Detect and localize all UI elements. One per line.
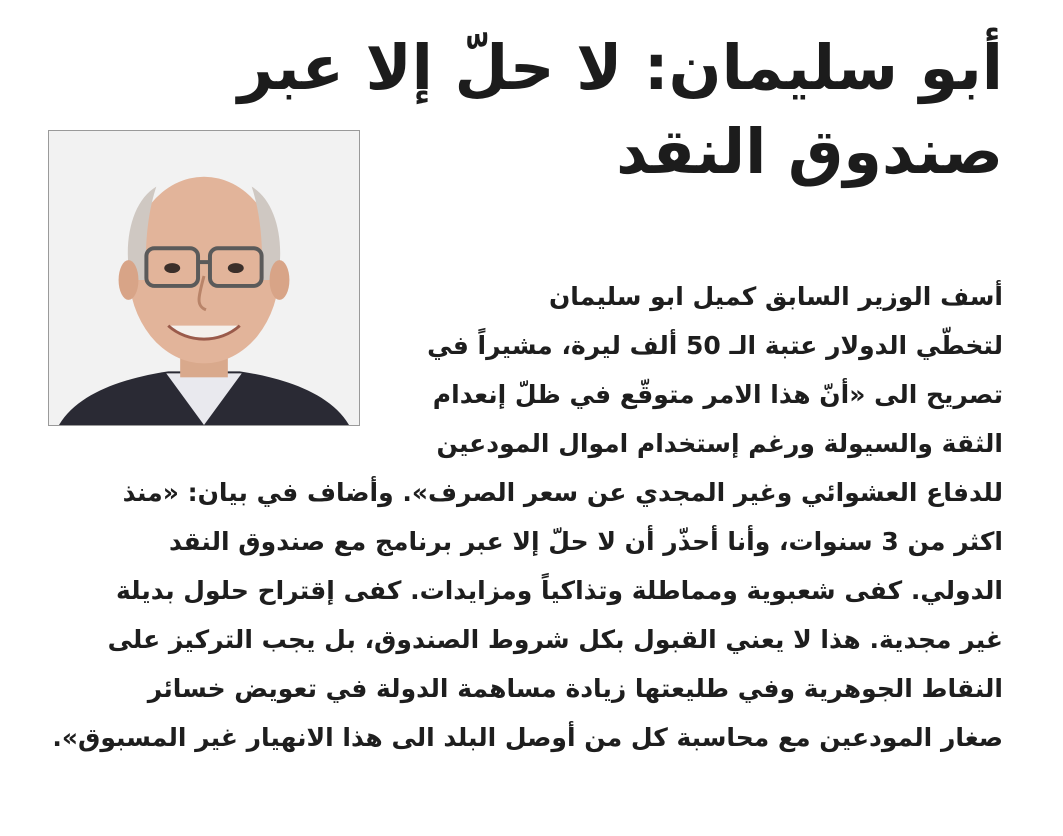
headline-line-2: صندوق النقد — [616, 115, 1003, 188]
body-line: أسف الوزير السابق كميل ابو سليمان — [548, 282, 1003, 311]
portrait-illustration — [49, 131, 359, 425]
headline-line-1: أبو سليمان: لا حلّ إلا عبر — [237, 31, 1003, 104]
body-line: غير مجدية. هذا لا يعني القبول بكل شروط الصندوق، بل يجب التركيز على — [107, 625, 1003, 654]
body-line: صغار المودعين مع محاسبة كل من أوصل البلد الى هذا الانهيار غير المسبوق». — [52, 723, 1003, 752]
portrait-photo — [48, 130, 360, 426]
body-line: الدولي. كفى شعبوية ومماطلة وتذاكياً ومزايدات. كفى إقتراح حلول بديلة — [116, 576, 1003, 605]
headline — [237, 26, 1003, 194]
body-line: لتخطّي الدولار عتبة الـ 50 ألف ليرة، مشيراً في — [427, 331, 1003, 360]
body-line: تصريح الى «أنّ هذا الامر متوقّع في ظلّ إنعدام — [432, 380, 1003, 409]
article-body-continued — [48, 468, 1003, 762]
body-line: النقاط الجوهرية وفي طليعتها زيادة مساهمة الدولة في تعويض خسائر — [147, 674, 1003, 703]
body-line: اكثر من 3 سنوات، وأنا أحذّر أن لا حلّ إلا عبر برنامج مع صندوق النقد — [169, 527, 1003, 556]
body-line: الثقة والسيولة ورغم إستخدام اموال المودعين — [436, 429, 1003, 458]
article-body-intro — [403, 272, 1003, 468]
body-line: للدفاع العشوائي وغير المجدي عن سعر الصرف». وأضاف في بيان: «منذ — [122, 478, 1003, 507]
